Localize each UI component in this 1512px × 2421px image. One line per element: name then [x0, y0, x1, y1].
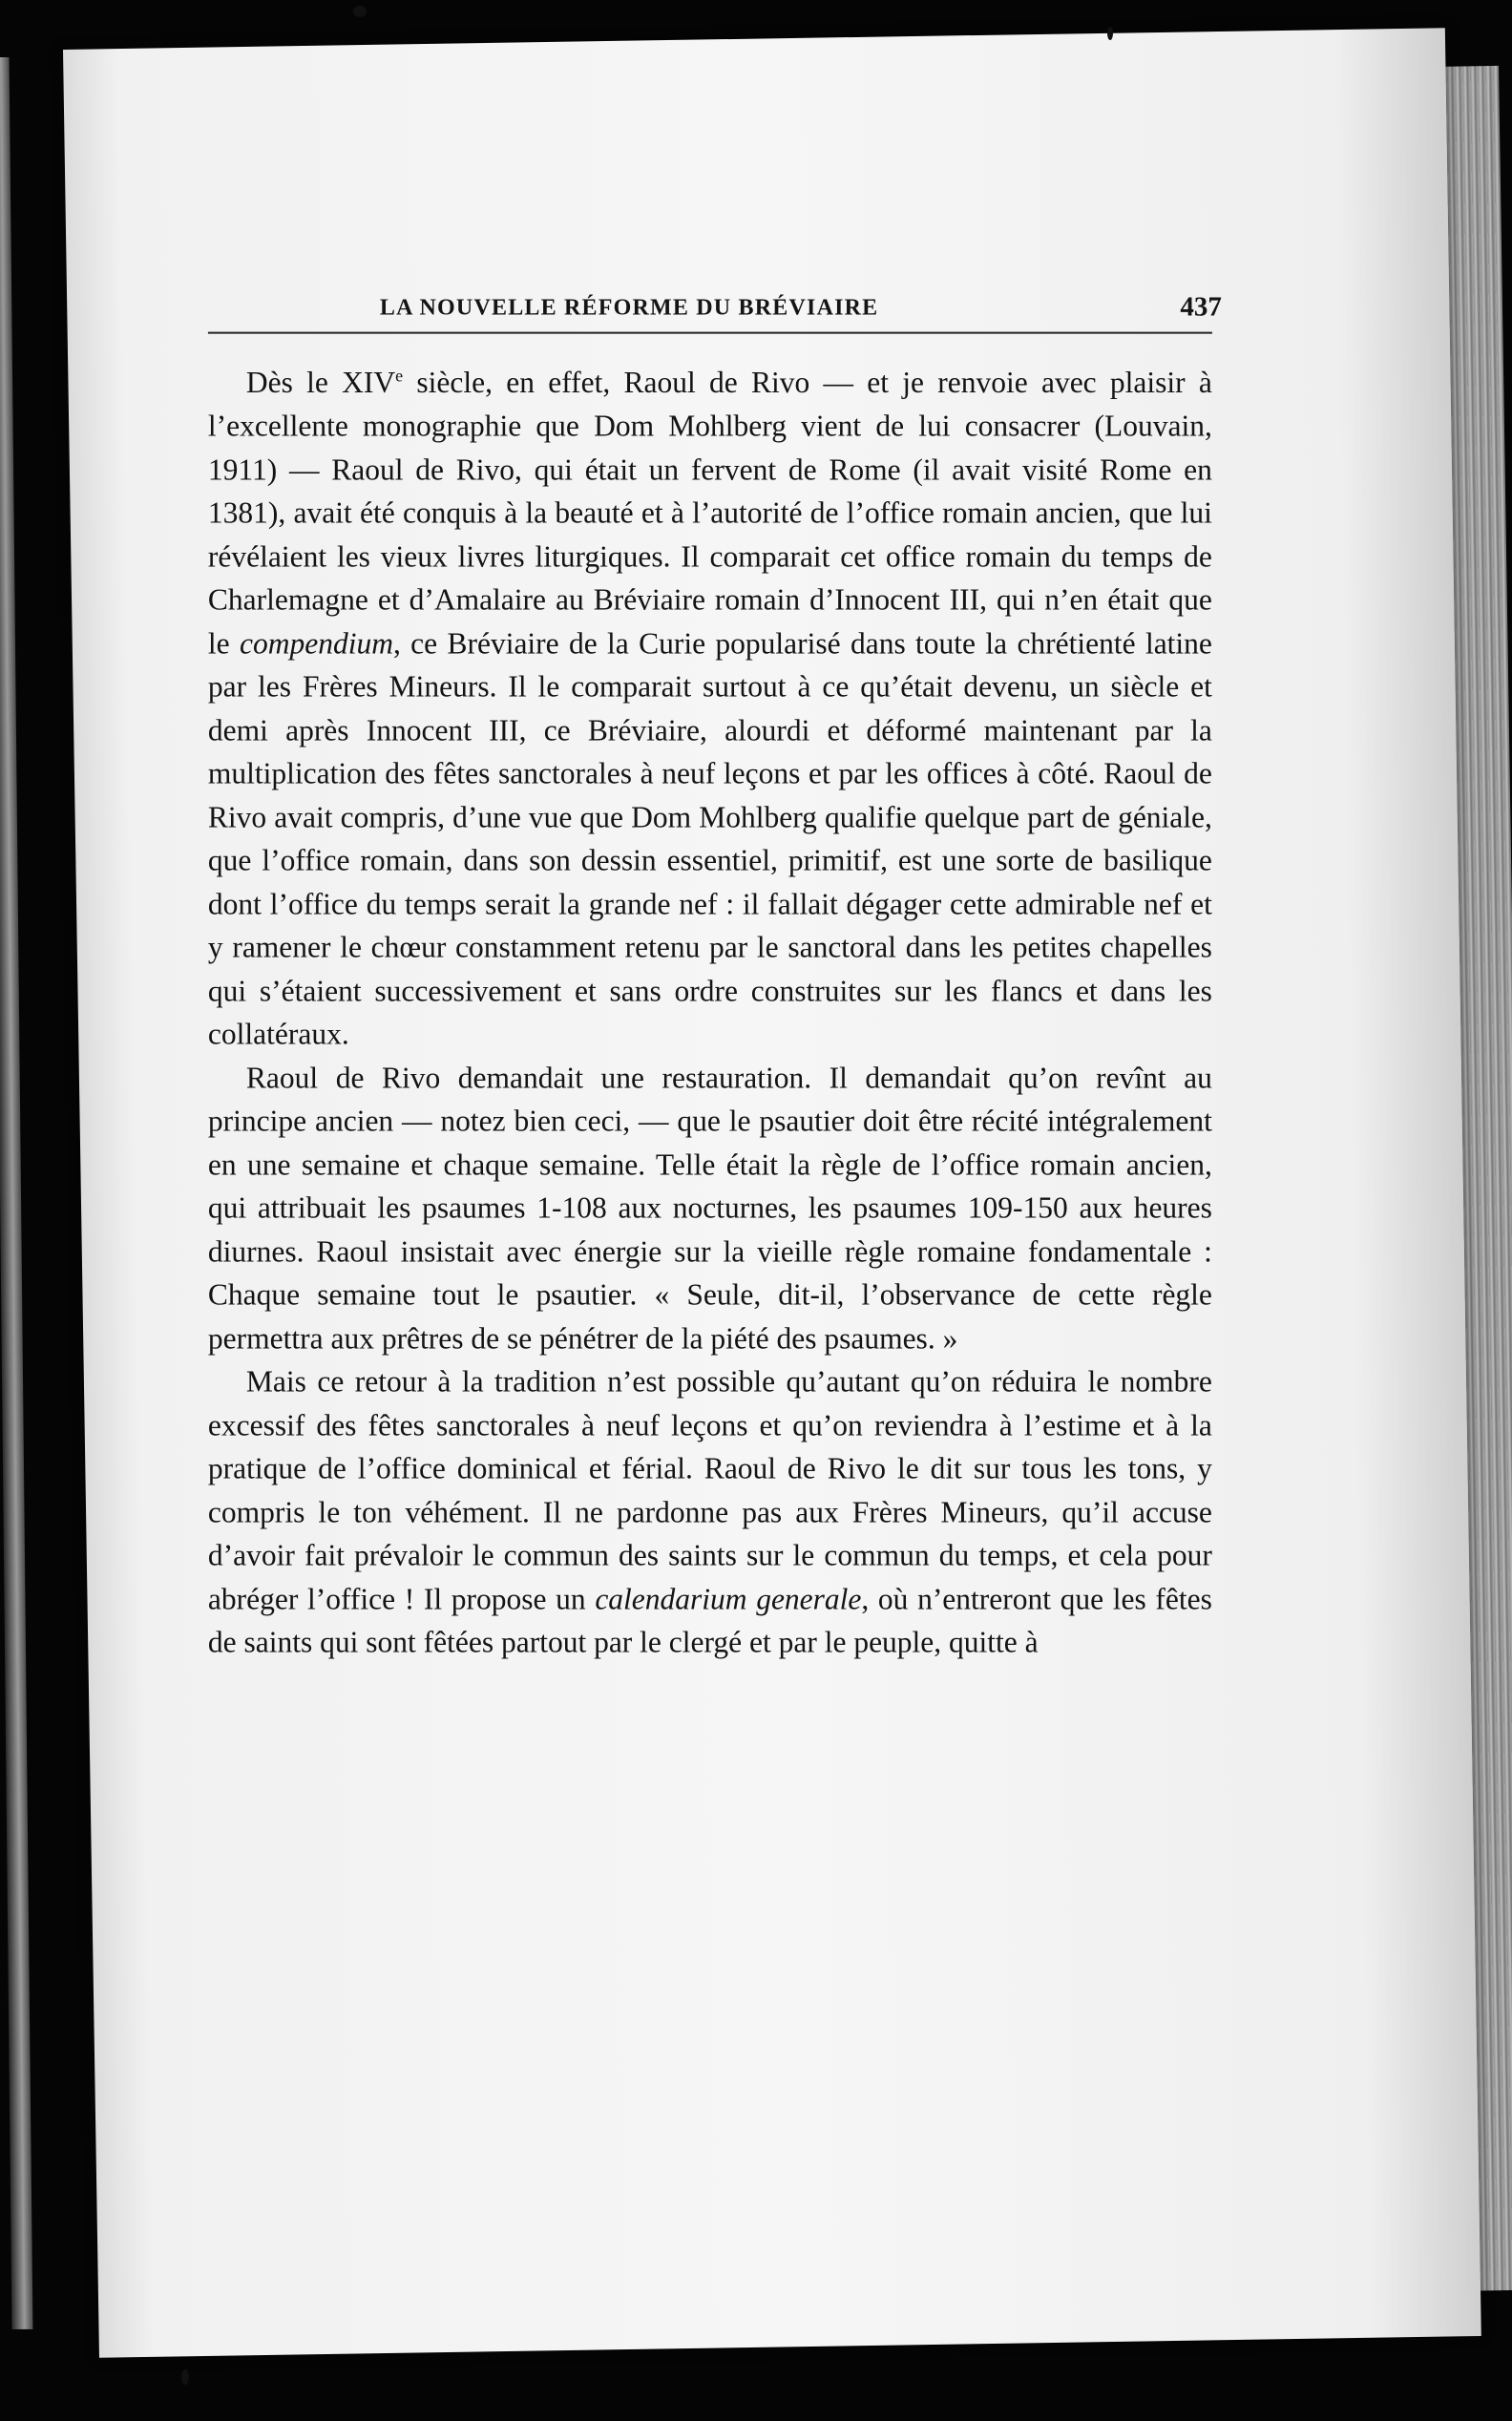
paragraph — [208, 1360, 1212, 1665]
scan-speck — [1107, 27, 1113, 40]
text-run: Dès le XIV — [245, 366, 396, 400]
running-title: LA NOUVELLE RÉFORME DU BRÉVIAIRE — [379, 295, 879, 321]
paragraph — [208, 355, 1212, 1057]
superscript: e — [395, 366, 404, 386]
text-run: , où n’entreront que les fêtes de saints qui sont fêtées partout par le clergé et par le peuple, quitte à — [207, 1582, 1212, 1659]
paragraph — [208, 1056, 1212, 1360]
text-run: Mais ce retour à la tradition n’est possible qu’autant qu’on réduira le nombre excessif des fêtes sanctorales à neuf leçons et qu’on reviendra à l’estime et à la pratique de l’office dominical et férial. Raoul de Rivo le dit sur tous les tons, y compris le ton véhément. Il ne pardonne pas aux Frères Mineurs, qu’il accuse d’avoir fait prévaloir le commun des saints sur le commun du temps, et cela pour abréger l’office ! Il propose un — [207, 1364, 1212, 1616]
italic-text: compendium — [239, 626, 393, 661]
page-content — [207, 286, 1222, 1665]
body-text — [208, 355, 1212, 1665]
book-page — [63, 28, 1481, 2357]
previous-page-edge — [0, 57, 32, 2329]
running-head — [208, 286, 1222, 334]
text-run: siècle, en effet, Raoul de Rivo — et je renvoie avec plaisir à l’excellente monographie que Dom Mohlberg vient de lui consacrer (Louvain, 1911) — Raoul de Rivo, qui était un fervent de Rome (il avait visité Rome en 1381), avait été conquis à la beauté et à l’autorité de l’office romain ancien, que lui révélaient les vieux livres liturgiques. Il comparait cet office romain du temps de Charlemagne et d’Amalaire au Bréviaire romain d’Innocent III, qui n’en était que le — [207, 366, 1212, 661]
text-run: , ce Bréviaire de la Curie popularisé dans toute la chrétienté latine par les Frères Mineurs. Il le comparait surtout à ce qu’était devenu, un siècle et demi après Innocent III, ce Bréviaire, alourdi et déformé maintenant par la multiplication des fêtes sanctorales à neuf leçons et par les offices à côté. Raoul de Rivo avait compris, d’une vue que Dom Mohlberg qualifie quelque part de géniale, que l’office romain, dans son dessin essentiel, primitif, est une sorte de basilique dont l’office du temps serait la grande nef : il fallait dégager cette admirable nef et y ramener le chœur constamment retenu par le sanctoral dans les petites chapelles qui s’étaient successivement et sans ordre construites sur les flancs et dans les collatéraux. — [207, 626, 1212, 1051]
scan-speck — [181, 2369, 189, 2385]
scan-speck — [353, 6, 367, 17]
text-run: Raoul de Rivo demandait une restauration. Il demandait qu’on revînt au principe ancien — notez bien ceci, — que le psautier doit être récité intégralement en une semaine et chaque semaine. Telle était la règle de l’office romain ancien, qui attribuait les psaumes 1-108 aux nocturnes, les psaumes 109-150 aux heures diurnes. Raoul insistait avec énergie sur la vieille règle romaine fondamentale : Chaque semaine tout le psautier. « Seule, dit-il, l’observance de cette règle permettra aux prêtres de se pénétrer de la piété des psaumes. » — [207, 1061, 1212, 1356]
page-number: 437 — [1180, 291, 1222, 323]
italic-text: calendarium generale — [595, 1582, 862, 1616]
